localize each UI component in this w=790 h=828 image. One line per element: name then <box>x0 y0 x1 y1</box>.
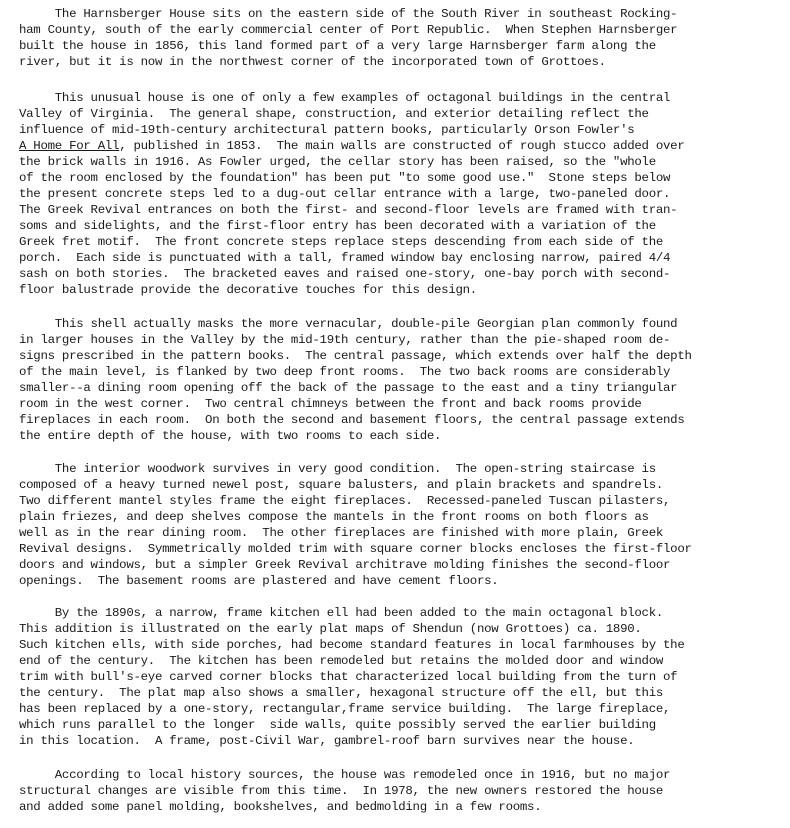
text-line: plain friezes, and deep shelves compose the mantels in the front rooms on both floors as <box>19 510 649 524</box>
text-line: soms and sidelights, and the first-floor entry has been decorated with a variation of the <box>19 219 656 233</box>
paragraph-plan <box>19 316 692 444</box>
text-line: trim with bull's-eye carved corner blocks that characterized local building from the turn of <box>19 670 678 684</box>
text-line: built the house in 1856, this land formed part of a very large Harnsberger farm along the <box>19 39 656 53</box>
text-line: By the 1890s, a narrow, frame kitchen ell had been added to the main octagonal block. <box>19 606 664 620</box>
text-line: and added some panel molding, bookshelves, and bedmolding in a few rooms. <box>19 800 542 814</box>
text-line-with-book-title: A Home For All, published in 1853. The main walls are constructed of rough stucco added over <box>19 139 685 153</box>
text-line: well as in the rear dining room. The other fireplaces are finished with more plain, Greek <box>19 526 664 540</box>
text-line: of the room enclosed by the foundation" has been put "to some good use." Stone steps below <box>19 171 671 185</box>
text-line: the present concrete steps led to a dug-out cellar entrance with a large, two-paneled door. <box>19 187 671 201</box>
text-line: This shell actually masks the more vernacular, double-pile Georgian plan commonly found <box>19 317 678 331</box>
text-line: in this location. A frame, post-Civil War, gambrel-roof barn survives near the house. <box>19 734 635 748</box>
text-line: ham County, south of the early commercial center of Port Republic. When Stephen Harnsberger <box>19 23 678 37</box>
text-line: the brick walls in 1916. As Fowler urged, the cellar story has been raised, so the "whole <box>19 155 656 169</box>
text-line: the century. The plat map also shows a smaller, hexagonal structure off the ell, but this <box>19 686 664 700</box>
text-line: Such kitchen ells, with side porches, had become standard features in local farmhouses by the <box>19 638 685 652</box>
text-line: end of the century. The kitchen has been remodeled but retains the molded door and window <box>19 654 664 668</box>
paragraph-exterior <box>19 90 684 298</box>
text-line: The Greek Revival entrances on both the first- and second-floor levels are framed with tran- <box>19 203 678 217</box>
text-line: This addition is illustrated on the early plat maps of Shendun (now Grottoes) ca. 1890. <box>19 622 642 636</box>
text-line: river, but it is now in the northwest corner of the incorporated town of Grottoes. <box>19 55 606 69</box>
text-line: has been replaced by a one-story, rectangular,frame service building. The large fireplace, <box>19 702 671 716</box>
text-line: in larger houses in the Valley by the mid-19th century, rather than the pie-shaped room de- <box>19 333 671 347</box>
text-line: Two different mantel styles frame the eight fireplaces. Recessed-paneled Tuscan pilasters, <box>19 494 671 508</box>
text-line: of the main level, is flanked by two deep front rooms. The two back rooms are considerably <box>19 365 671 379</box>
text-line: doors and windows, but a simpler Greek Revival architrave molding finishes the second-floor <box>19 558 671 572</box>
paragraph-remodeling <box>19 767 670 815</box>
text-line: signs prescribed in the pattern books. The central passage, which extends over half the depth <box>19 349 692 363</box>
paragraph-interior <box>19 461 692 589</box>
text-line: Revival designs. Symmetrically molded trim with square corner blocks encloses the first-floor <box>19 542 692 556</box>
text-line: Valley of Virginia. The general shape, construction, and exterior detailing reflect the <box>19 107 649 121</box>
text-line: porch. Each side is punctuated with a tall, framed window bay enclosing narrow, paired 4/4 <box>19 251 671 265</box>
book-title-underlined: A Home For All <box>19 139 120 153</box>
text-line: The Harnsberger House sits on the eastern side of the South River in southeast Rocking- <box>19 7 678 21</box>
text-line: Greek fret motif. The front concrete steps replace steps descending from each side of the <box>19 235 664 249</box>
text-line: sash on both stories. The bracketed eaves and raised one-story, one-bay porch with second- <box>19 267 671 281</box>
paragraph-kitchen-ell <box>19 605 684 749</box>
text-line: composed of a heavy turned newel post, square balusters, and plain brackets and spandrels. <box>19 478 664 492</box>
text-line: room in the west corner. Two central chimneys between the front and back rooms provide <box>19 397 642 411</box>
text-line: structural changes are visible from this time. In 1978, the new owners restored the house <box>19 784 664 798</box>
text-line: floor balustrade provide the decorative touches for this design. <box>19 283 477 297</box>
text-line: the entire depth of the house, with two rooms to each side. <box>19 429 442 443</box>
text-line: This unusual house is one of only a few examples of octagonal buildings in the central <box>19 91 671 105</box>
paragraph-location <box>19 6 677 70</box>
text-line: The interior woodwork survives in very good condition. The open-string staircase is <box>19 462 656 476</box>
text-line: smaller--a dining room opening off the back of the passage to the east and a tiny triangular <box>19 381 678 395</box>
text-line: which runs parallel to the longer side walls, quite possibly served the earlier building <box>19 718 656 732</box>
text-line: influence of mid-19th-century architectural pattern books, particularly Orson Fowler's <box>19 123 635 137</box>
text-line: fireplaces in each room. On both the second and basement floors, the central passage extends <box>19 413 685 427</box>
text-line: According to local history sources, the house was remodeled once in 1916, but no major <box>19 768 671 782</box>
text-line: openings. The basement rooms are plastered and have cement floors. <box>19 574 499 588</box>
